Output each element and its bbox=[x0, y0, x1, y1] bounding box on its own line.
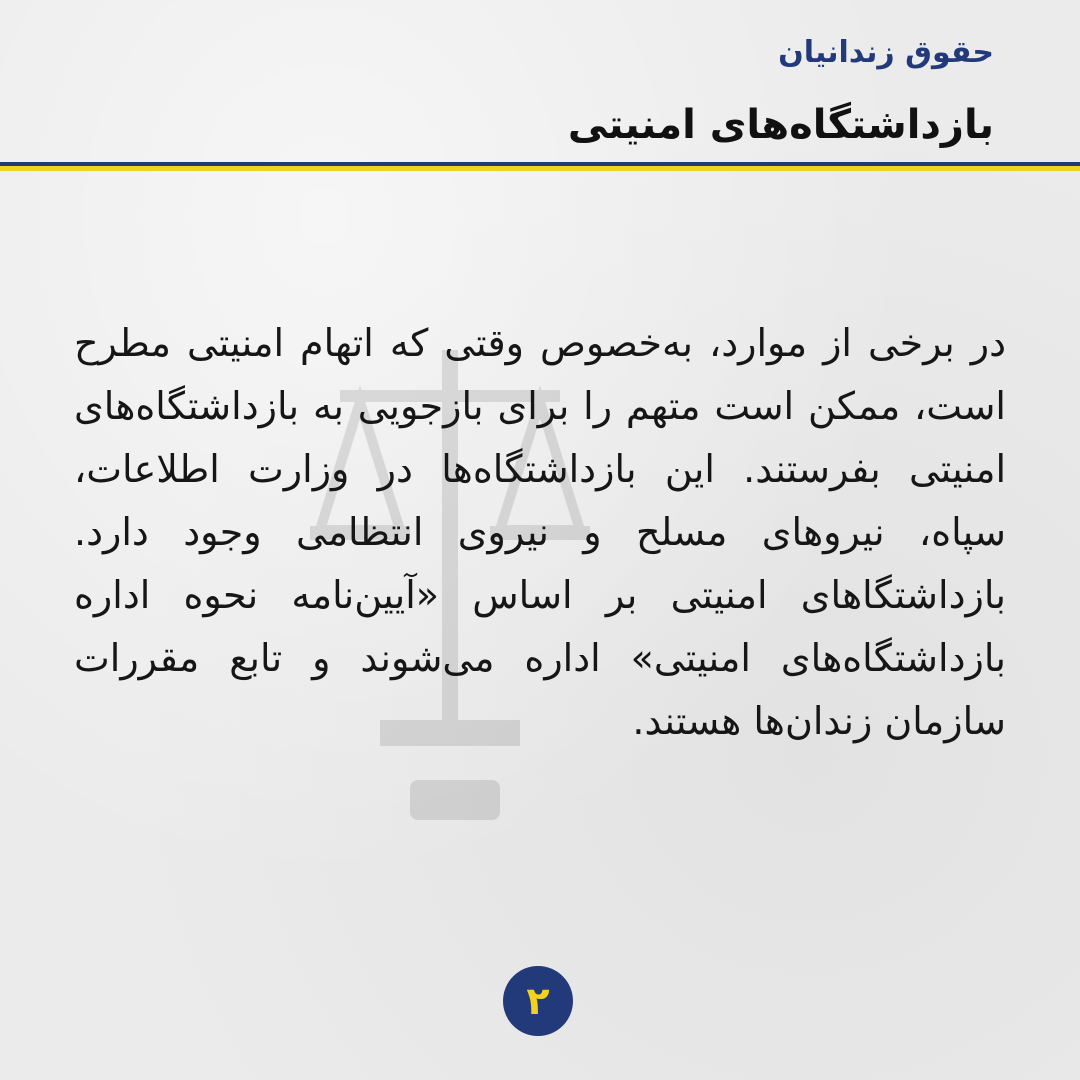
category-label: حقوق زندانیان bbox=[778, 35, 994, 70]
page-title: بازداشتگاه‌های امنیتی bbox=[567, 102, 994, 148]
header-divider-yellow bbox=[0, 166, 1080, 171]
body-paragraph: در برخی از موارد، به‌خصوص وقتی که اتهام امنیتی مطرح است، ممکن است متهم را برای بازجویی به بازداشتگاه‌های امنیتی بفرستند. این بازداشتگاه‌ها در وزارت اطلاعات، سپاه، نیروهای مسلح و نیروی انتظامی وجود دارد. بازداشتگاهای امنیتی بر اساس «آیین‌نامه نحوه اداره بازداشتگاه‌های امنیتی» اداره می‌شوند و تابع مقررات سازمان زندان‌ها هستند. bbox=[74, 321, 1006, 743]
page-number-badge: ۲ bbox=[503, 966, 573, 1036]
